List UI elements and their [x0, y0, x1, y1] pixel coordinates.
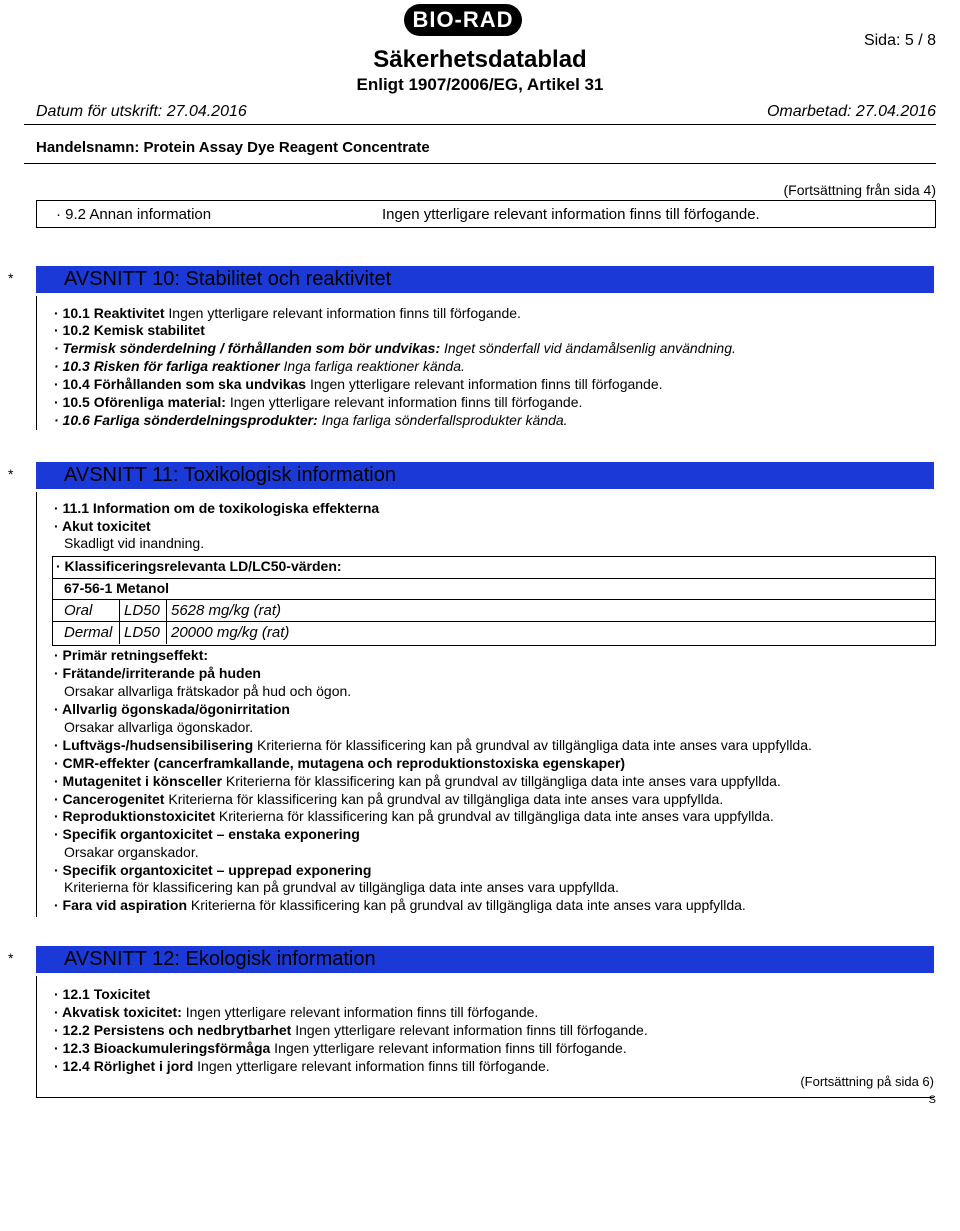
s11-reproductive-toxicity: · Reproduktionstoxicitet Kriterierna för klassificering kan på grundval av tillgängliga data inte anses vara uppfyllda.: [54, 808, 774, 824]
print-date: Datum för utskrift: 27.04.2016: [36, 103, 247, 120]
trade-name-divider: [24, 163, 936, 164]
s12-mobility: · 12.4 Rörlighet i jord Ingen ytterligare relevant information finns till förfogande.: [54, 1058, 550, 1074]
s11-primary-irritation: · Primär retningseffekt:: [54, 647, 209, 663]
s10-conditions-to-avoid: · 10.4 Förhållanden som ska undvikas Ingen ytterligare relevant information finns till förfogande.: [54, 376, 663, 392]
s11-stot-se-value: Orsakar organskador.: [64, 844, 199, 860]
s11-acute-toxicity: · Akut toxicitet: [54, 518, 151, 534]
s10-chemical-stability: · 10.2 Kemisk stabilitet: [54, 322, 205, 338]
s11-eye-label: · Allvarlig ögonskada/ögonirritation: [54, 701, 290, 717]
s10-thermal-decomposition: · Termisk sönderdelning / förhållanden som bör undvikas: Inget sönderfall vid ändamålsenlig användning.: [54, 340, 736, 356]
document-subtitle: Enligt 1907/2006/EG, Artikel 31: [356, 75, 604, 94]
continued-from: (Fortsättning från sida 4): [783, 182, 936, 198]
s11-skin-value: Orsakar allvarliga frätskador på hud och ögon.: [64, 683, 352, 699]
s12-bioaccumulation: · 12.3 Bioackumuleringsförmåga Ingen ytterligare relevant information finns till förfogande.: [54, 1040, 627, 1056]
ld50-row-value: 20000 mg/kg (rat): [171, 624, 290, 641]
s12-title: AVSNITT 12: Ekologisk information: [64, 948, 376, 970]
s12-aquatic-toxicity: · Akvatisk toxicitet: Ingen ytterligare relevant information finns till förfogande.: [54, 1004, 539, 1020]
s11-cmr: · CMR-effekter (cancerframkallande, mutagena och reproduktionstoxiska egenskaper): [54, 755, 626, 771]
s11-sensitisation: · Luftvägs-/hudsensibilisering Kriterierna för klassificering kan på grundval av tillgängliga data inte anses vara uppfyllda.: [54, 737, 812, 753]
ld50-substance: 67-56-1 Metanol: [64, 580, 170, 596]
footer-divider: [36, 1097, 934, 1098]
document-title: Säkerhetsdatablad: [373, 46, 587, 73]
s12-toxicity: · 12.1 Toxicitet: [54, 986, 151, 1002]
s11-stot-re-label: · Specifik organtoxicitet – upprepad exponering: [54, 862, 372, 878]
ld50-row-type: LD50: [124, 624, 160, 641]
bio-rad-logo: BIO-RAD: [404, 4, 522, 36]
ld50-row-route: Dermal: [64, 624, 113, 641]
ld50-row-value: 5628 mg/kg (rat): [171, 602, 282, 619]
s11-info-heading: · 11.1 Information om de toxikologiska effekterna: [54, 500, 380, 516]
s10-incompatible-materials: · 10.5 Oförenliga material: Ingen ytterligare relevant information finns till förfogande.: [54, 394, 583, 410]
s10-decomposition-products: · 10.6 Farliga sönderdelningsprodukter: Inga farliga sönderfallsprodukter kända.: [54, 412, 568, 428]
s9-label: · 9.2 Annan information: [56, 206, 212, 223]
s10-hazardous-reactions: · 10.3 Risken för farliga reaktioner Inga farliga reaktioner kända.: [54, 358, 465, 374]
revised-date: Omarbetad: 27.04.2016: [766, 103, 936, 120]
ld50-row-route: Oral: [64, 602, 93, 619]
page-number: Sida: 5 / 8: [863, 32, 936, 49]
footer-mark: S: [928, 1094, 936, 1106]
s11-eye-value: Orsakar allvarliga ögonskador.: [64, 719, 254, 735]
ld50-table-title: · Klassificeringsrelevanta LD/LC50-värden:: [56, 558, 342, 574]
s11-aspiration: · Fara vid aspiration Kriterierna för klassificering kan på grundval av tillgängliga data inte anses vara uppfyllda.: [54, 897, 746, 913]
s11-left-rule: [36, 492, 37, 917]
s11-revision-star: *: [8, 466, 14, 482]
s11-acute-text: Skadligt vid inandning.: [64, 535, 205, 551]
s12-left-rule: [36, 976, 37, 1098]
ld50-row-divider: [52, 621, 935, 622]
s11-carcinogenicity: · Cancerogenitet Kriterierna för klassificering kan på grundval av tillgängliga data inte anses vara uppfyllda.: [54, 791, 724, 807]
s10-left-rule: [36, 296, 37, 430]
s11-skin-label: · Frätande/irriterande på huden: [54, 665, 261, 681]
trade-name: Handelsnamn: Protein Assay Dye Reagent Concentrate: [36, 139, 430, 156]
s10-revision-star: *: [8, 270, 14, 286]
ld50-divider: [52, 578, 935, 579]
s11-title: AVSNITT 11: Toxikologisk information: [64, 464, 396, 486]
s10-reactivity: · 10.1 Reaktivitet Ingen ytterligare relevant information finns till förfogande.: [54, 305, 521, 321]
continued-to: (Fortsättning på sida 6): [800, 1074, 934, 1089]
ld50-substance-divider: [52, 599, 935, 600]
s11-stot-re-value: Kriterierna för klassificering kan på grundval av tillgängliga data inte anses vara uppfyllda.: [64, 879, 619, 895]
s12-revision-star: *: [8, 950, 14, 966]
s11-mutagenicity: · Mutagenitet i könsceller Kriterierna för klassificering kan på grundval av tillgängliga data inte anses vara uppfyllda.: [54, 773, 781, 789]
header-divider: [24, 124, 936, 125]
s10-title: AVSNITT 10: Stabilitet och reaktivitet: [64, 268, 392, 290]
s12-persistence: · 12.2 Persistens och nedbrytbarhet Ingen ytterligare relevant information finns till förfogande.: [54, 1022, 648, 1038]
s9-value: Ingen ytterligare relevant information finns till förfogande.: [382, 206, 760, 223]
ld50-row-type: LD50: [124, 602, 160, 619]
s11-stot-se-label: · Specifik organtoxicitet – enstaka exponering: [54, 826, 360, 842]
